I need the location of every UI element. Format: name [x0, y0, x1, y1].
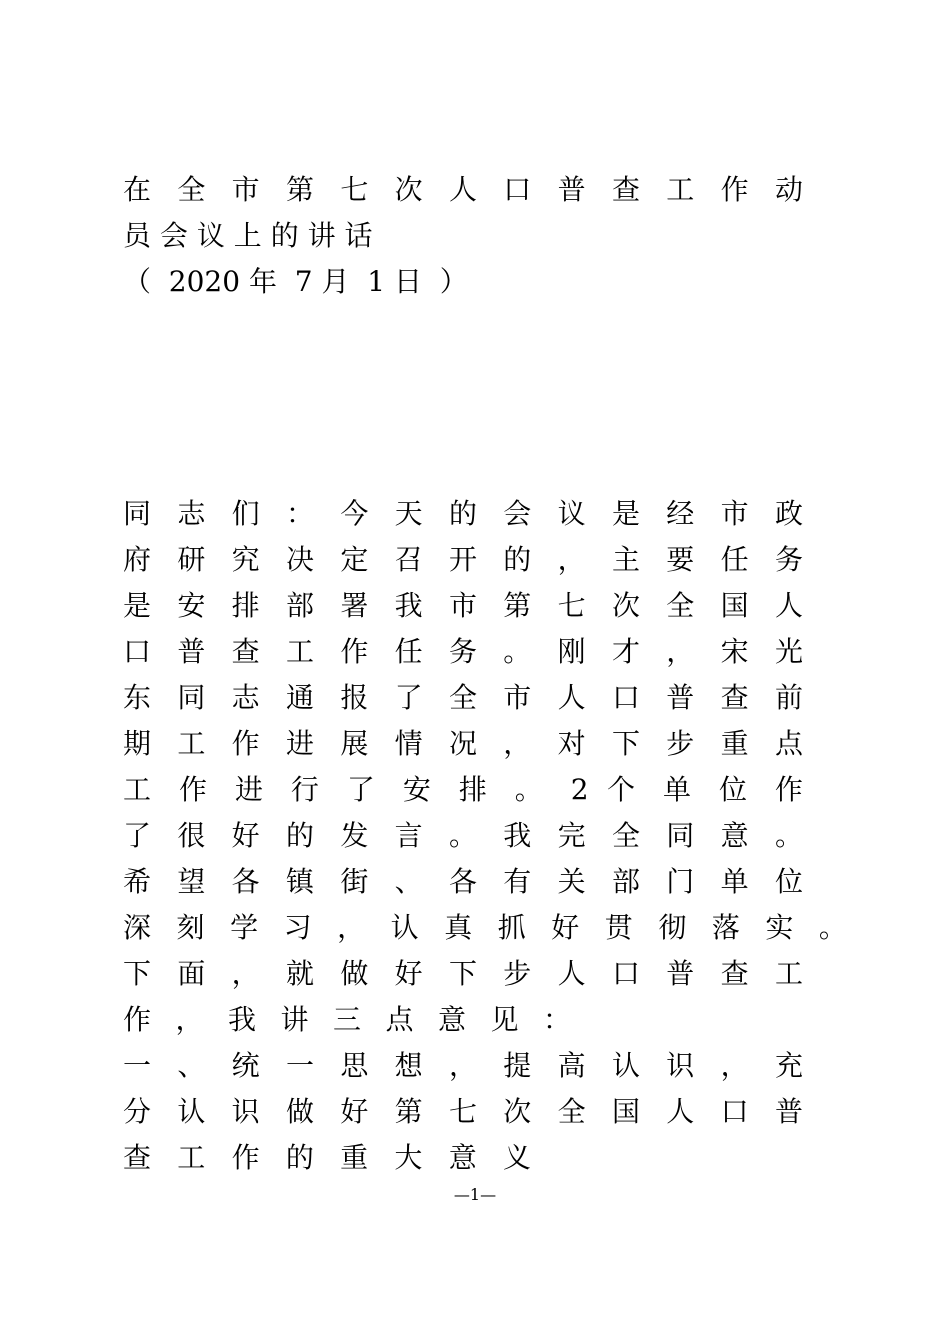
body-line-12: 作 ， 我 讲 三 点 意 见 ： [123, 1003, 572, 1036]
page-number: —1— [453, 1185, 497, 1204]
speech-date: （ 2020 年 7 月 1 日 ） [123, 265, 468, 298]
title-line-1: 在 全 市 第 七 次 人 口 普 查 工 作 动 [123, 173, 803, 206]
body-line-1: 同 志 们 ： 今 天 的 会 议 是 经 市 政 [123, 497, 803, 530]
body-line-8: 了 很 好 的 发 言 。 我 完 全 同 意 。 [123, 819, 803, 852]
body-line-2: 府 研 究 决 定 召 开 的 ， 主 要 任 务 [123, 543, 803, 576]
section-heading-line-1: 一 、 统 一 思 想 ， 提 高 认 识 ， 充 [123, 1049, 803, 1082]
section-heading-line-3: 查 工 作 的 重 大 意 义 [123, 1141, 531, 1174]
body-line-11: 下 面 ， 就 做 好 下 步 人 口 普 查 工 [123, 957, 803, 990]
body-line-6: 期 工 作 进 展 情 况 ， 对 下 步 重 点 [123, 727, 803, 760]
body-line-10: 深 刻 学 习 ， 认 真 抓 好 贯 彻 落 实 。 [123, 911, 847, 944]
title-line-2: 员 会 议 上 的 讲 话 [123, 219, 373, 252]
body-line-7: 工 作 进 行 了 安 排 。 2 个 单 位 作 [123, 773, 803, 806]
body-line-3: 是 安 排 部 署 我 市 第 七 次 全 国 人 [123, 589, 803, 622]
section-heading-line-2: 分 认 识 做 好 第 七 次 全 国 人 口 普 [123, 1095, 803, 1128]
body-line-9: 希 望 各 镇 街 、 各 有 关 部 门 单 位 [123, 865, 803, 898]
body-line-4: 口 普 查 工 作 任 务 。 刚 才 ， 宋 光 [123, 635, 803, 668]
body-line-5: 东 同 志 通 报 了 全 市 人 口 普 查 前 [123, 681, 803, 714]
